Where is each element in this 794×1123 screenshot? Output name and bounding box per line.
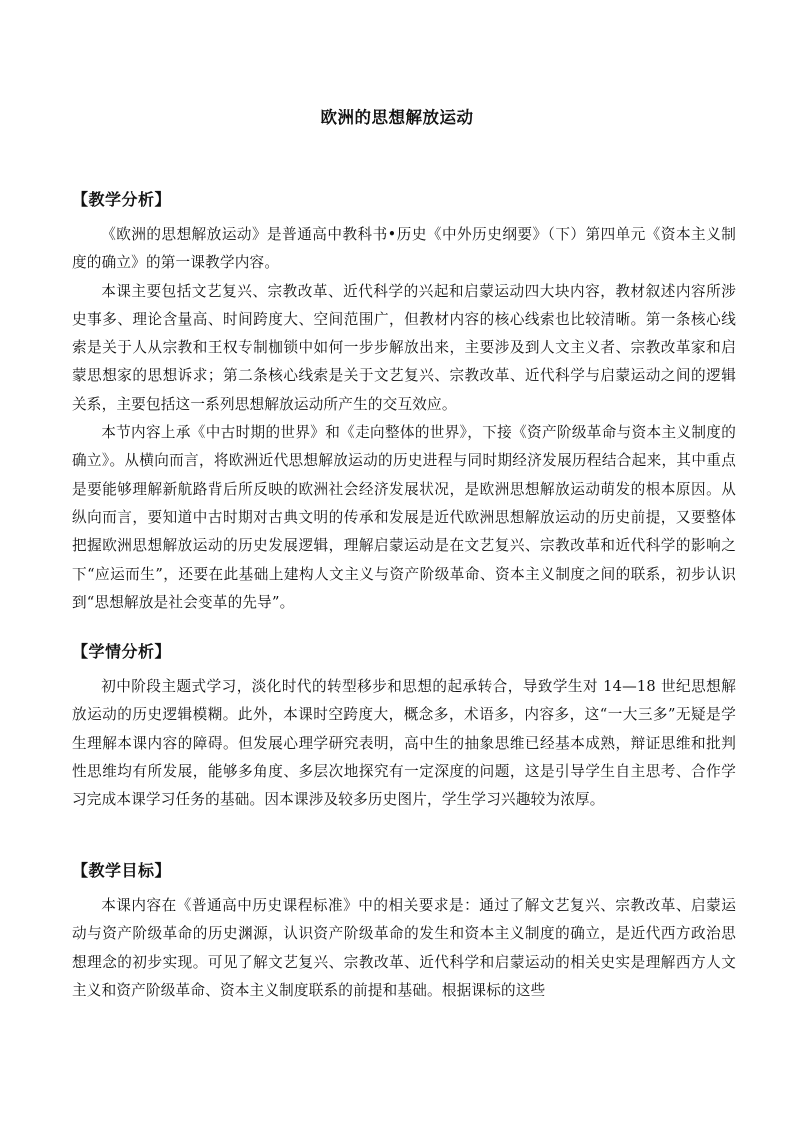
paragraph: 本课内容在《普通高中历史课程标准》中的相关要求是：通过了解文艺复兴、宗教改革、启蒙运动与资产阶级革命的历史渊源，认识资产阶级革命的发生和资本主义制度的确立，是近代西方政治思想理念的初步实现。可见了解文艺复兴、宗教改革、近代科学和启蒙运动的相关史实是理解西方人文主义和资产阶级革命、资本主义制度联系的前提和基础。根据课标的这些 — [72, 897, 736, 999]
section-heading: 【教学目标】 — [72, 861, 172, 880]
section-heading: 【教学分析】 — [72, 190, 172, 209]
paragraph: 本课主要包括文艺复兴、宗教改革、近代科学的兴起和启蒙运动四大块内容，教材叙述内容所涉史事多、理论含量高、时间跨度大、空间范围广，但教材内容的核心线索也比较清晰。第一条核心线索是关于人从宗教和王权专制枷锁中如何一步步解放出来，主要涉及到人文主义者、宗教改革家和启蒙思想家的思想诉求；第二条核心线索是关于文艺复兴、宗教改革、近代科学与启蒙运动之间的逻辑关系，主要包括这一系列思想解放运动所产生的交互效应。 — [72, 282, 736, 413]
paragraph: 初中阶段主题式学习，淡化时代的转型移步和思想的起承转合，导致学生对 14—18 世纪思想解放运动的历史逻辑模糊。此外，本课时空跨度大，概念多，术语多，内容多，这“一大三多”无疑是学生理解本课内容的障碍。但发展心理学研究表明，高中生的抽象思维已经基本成熟，辩证思维和批判性思维均有所发展，能够多角度、多层次地探究有一定深度的问题，这是引导学生自主思考、合作学习完成本课学习任务的基础。因本课涉及较多历史图片，学生学习兴趣较为浓厚。 — [72, 678, 736, 809]
paragraph: 本节内容上承《中古时期的世界》和《走向整体的世界》，下接《资产阶级革命与资本主义制度的确立》。从横向而言，将欧洲近代思想解放运动的历史进程与同时期经济发展历程结合起来，其中重点是要能够理解新航路背后所反映的欧洲社会经济发展状况，是欧洲思想解放运动萌发的根本原因。从纵向而言，要知道中古时期对古典文明的传承和发展是近代欧洲思想解放运动的历史前提，又要整体把握欧洲思想解放运动的历史发展逻辑，理解启蒙运动是在文艺复兴、宗教改革和近代科学的影响之下“应运而生”，还要在此基础上建构人文主义与资产阶级革命、资本主义制度之间的联系，初步认识到“思想解放是社会变革的先导”。 — [72, 424, 736, 611]
paragraph: 《欧洲的思想解放运动》是普通高中教科书•历史《中外历史纲要》（下）第四单元《资本主义制度的确立》的第一课教学内容。 — [72, 226, 736, 272]
section-teaching-analysis — [72, 187, 736, 617]
section-student-analysis — [72, 639, 736, 814]
document-title: 欧洲的思想解放运动 — [320, 108, 474, 127]
section-teaching-goals — [72, 858, 736, 1005]
section-heading: 【学情分析】 — [72, 642, 172, 661]
